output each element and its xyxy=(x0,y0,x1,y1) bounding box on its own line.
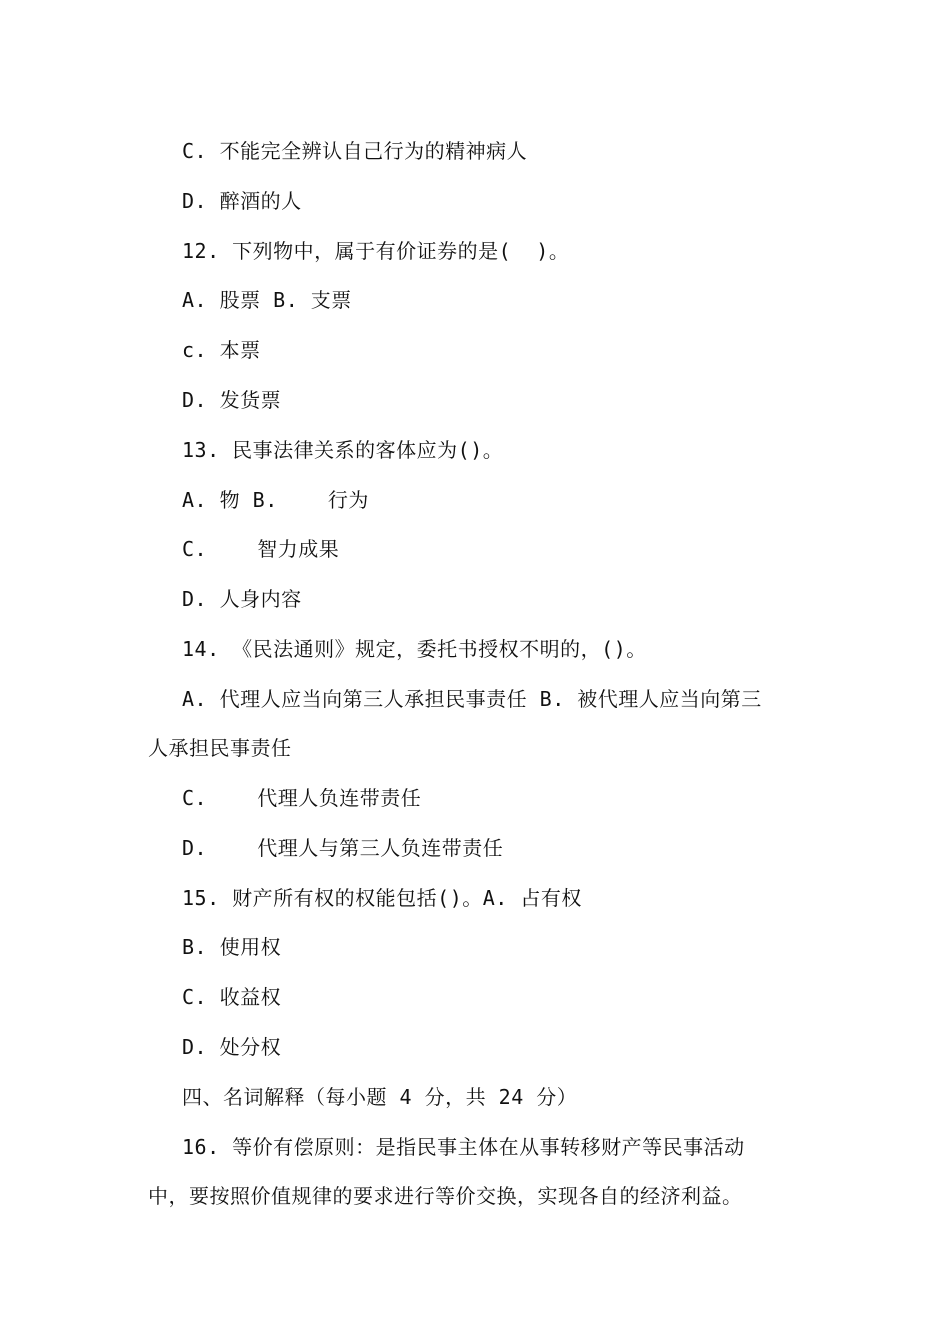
option-15c: C. 收益权 xyxy=(182,985,282,1009)
option-13c: C. 智力成果 xyxy=(182,537,340,561)
option-12c: c. 本票 xyxy=(182,338,261,362)
question-15: 15. 财产所有权的权能包括()。A. 占有权 xyxy=(182,886,582,910)
section-heading: 四、名词解释（每小题 4 分，共 24 分） xyxy=(182,1085,578,1109)
question-12: 12. 下列物中，属于有价证券的是( )。 xyxy=(182,239,570,263)
question-13: 13. 民事法律关系的客体应为()。 xyxy=(182,438,504,462)
option-13d: D. 人身内容 xyxy=(182,587,302,611)
option-14d: D. 代理人与第三人负连带责任 xyxy=(182,836,504,860)
option-14ab: A. 代理人应当向第三人承担民事责任 B. 被代理人应当向第三 xyxy=(182,687,762,711)
option-12ab: A. 股票 B. 支票 xyxy=(182,288,352,312)
option-11c: C. 不能完全辨认自己行为的精神病人 xyxy=(182,139,528,163)
question-16: 16. 等价有偿原则：是指民事主体在从事转移财产等民事活动 xyxy=(182,1135,745,1159)
option-15b: B. 使用权 xyxy=(182,935,282,959)
option-13ab: A. 物 B. 行为 xyxy=(182,488,369,512)
option-15d: D. 处分权 xyxy=(182,1035,282,1059)
question-14: 14. 《民法通则》规定，委托书授权不明的，()。 xyxy=(182,637,647,661)
question-16-continued: 中，要按照价值规律的要求进行等价交换，实现各自的经济利益。 xyxy=(148,1184,743,1208)
option-14ab-continued: 人承担民事责任 xyxy=(148,736,292,760)
option-14c: C. 代理人负连带责任 xyxy=(182,786,422,810)
option-12d: D. 发货票 xyxy=(182,388,282,412)
option-11d: D. 醉酒的人 xyxy=(182,189,302,213)
